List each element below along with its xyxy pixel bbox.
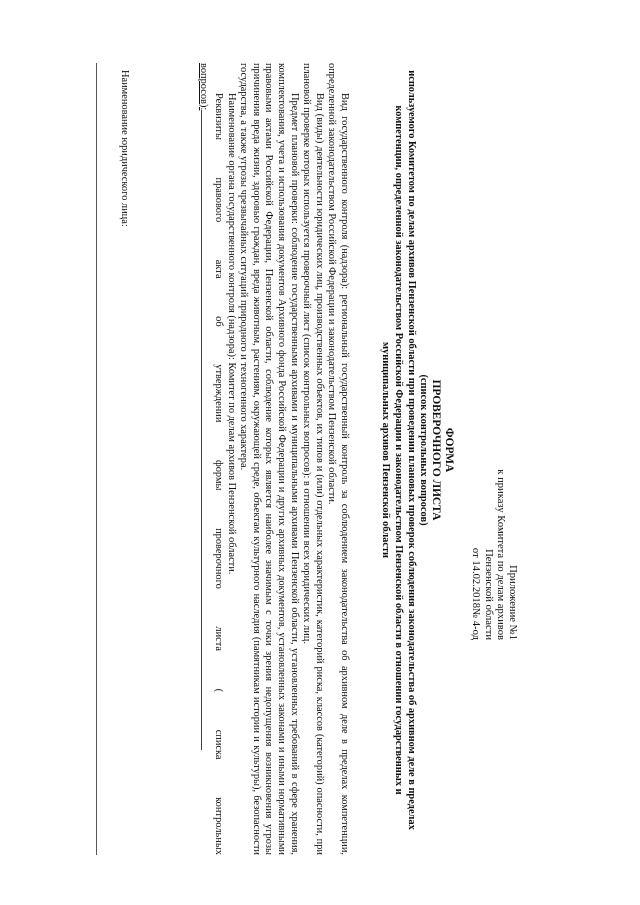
appendix-number: Приложение №1 [507,565,518,640]
appendix-date: от 14.02.2018№ 4-од [470,547,482,640]
title-description: используемого Комитетом по делам архивов Пензенской области при проведении плановых проверок соблюдения законодательства об архивном деле в пределах компетенции, определенной законодательством Российской Федерации и законодательством Пензенской области в отношении государственных и муниципальных архивов Пензенской области [380,70,417,830]
title-form: ФОРМА [443,427,455,473]
paragraph-activity-types: Вид (виды) деятельности юридических лиц, производственных объектов, их типов и (или) отдельных характеристик, категорий риска, классов (категорий) опасности, при плановой проверке которых используется проверочный лист (список контрольных вопросов): в отношении всех юридических лиц. [301,63,325,855]
act-details-end-text: вопросов): [198,63,210,111]
legal-entity-label: Наименование юридического лица: [119,70,130,227]
paragraph-inspection-subject: Предмет плановой проверки: соблюдение государственными архивами и муниципальными архивами Пензенской области, установленных требований в сфере хранения, комплектования, учета и использования документов Архивного фонда Российской Федерации и других архивных документов, установленных законами и иными нормативными правовыми актами Российской Федерации, Пензенской области, соблюдение которых является наиболее значимым с точки зрения недопущения возникновения угрозы причинения вреда жизни, здоровью граждан, вреда животным, растениям, окружающей среде, объектам культурного наследия (памятникам истории и культуры), безопасности государства, а также угрозы чрезвычайных ситуаций природного и техногенного характера. [238,63,300,855]
title-subtitle: (список контрольных вопросов) [418,374,429,526]
paragraph-authority-name: Наименование органа государственного контроля (надзора): Комитет по делам архивов Пензенской области. [225,93,237,575]
appendix-region: Пензенской области [482,549,494,640]
appendix-order: к приказу Комитета по делам архивов [494,469,506,640]
document-body [197,63,350,855]
title-block [379,40,455,860]
appendix-block [469,450,518,640]
paragraph-act-details-end [197,63,212,855]
title-checklist: ПРОВЕРОЧНОГО ЛИСТА [430,379,442,521]
legal-entity-fill-line[interactable] [96,63,97,855]
paragraph-control-type: Вид государственного контроля (надзора): региональный государственный контроль за соблюдением законодательства об архивном деле в пределах компетенции, определенной законодательством Российской Федерации и законодательством Пензенской области. [326,63,350,855]
paragraph-act-details: Реквизиты правового акта об утверждении формы проверочного листа ( списка контрольных [213,93,225,855]
act-details-fill-line[interactable] [201,110,211,750]
